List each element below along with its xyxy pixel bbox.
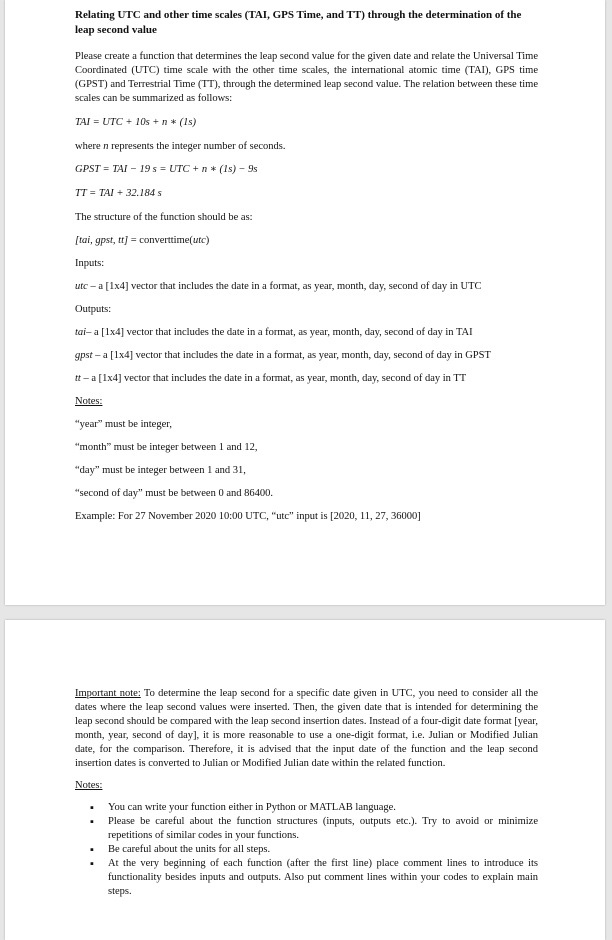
note-month: “month” must be integer between 1 and 12, <box>75 442 258 453</box>
bullet-text: Please be careful about the function structures (inputs, outputs etc.). Try to avoid or minimize repetitions of similar codes in your functions. <box>108 816 538 841</box>
bullet-icon: ▪ <box>90 816 94 828</box>
output-gpst-line <box>75 349 538 363</box>
page-2-content <box>75 687 538 899</box>
where-line <box>75 140 538 154</box>
note-year: “year” must be integer, <box>75 419 172 430</box>
intro-paragraph: Please create a function that determines the leap second value for the given date and relate the Universal Time Coordinated (UTC) time scale with the other time scales, the international atomic time (TAI), GPS time (GPST) and Terrestrial Time (TT), through the determined leap second value. The relation between these time scales can be summarized as follows: <box>75 51 538 104</box>
notes-heading-2: Notes: <box>75 780 103 791</box>
list-item <box>90 801 538 815</box>
bullet-icon: ▪ <box>90 844 94 856</box>
important-note-text: To determine the leap second for a specific date given in UTC, you need to consider all the dates where the leap second values were inserted. Then, the given date that is intended for determining the leap second should be compared with the leap second insertion dates. Instead of a four-digit date format [year, month, year, second of day], it is more reasonable to use a one-digit format, i.e. Julian or Modified Julian date, for the comparison. Therefore, it is advised that the input date of the function and the leap second insertion dates is converted to Julian or Modified Julian date within the related function. <box>75 688 538 769</box>
list-item <box>90 843 538 857</box>
page-1 <box>5 0 605 605</box>
input-utc-var: utc <box>75 281 88 292</box>
output-tt-line <box>75 372 538 386</box>
signature-outputs: [tai, gpst, tt] <box>75 235 129 246</box>
output-gpst-var: gpst <box>75 350 93 361</box>
input-utc-desc: – a [1x4] vector that includes the date in a format, as year, month, day, second of day in UTC <box>87 281 482 292</box>
page-1-content <box>75 8 538 524</box>
equation-tai: TAI = UTC + 10s + n ∗ (1s) <box>75 117 196 128</box>
list-item <box>90 857 538 899</box>
signature-close: ) <box>205 235 210 246</box>
signature-argument: utc <box>192 235 206 246</box>
equation-tt: TT = TAI + 32.184 s <box>75 188 162 199</box>
bullet-text: At the very beginning of each function (after the first line) place comment lines to introduce its functionality besides inputs and outputs. Also put comment lines within your codes to explain main steps. <box>108 858 538 897</box>
page-2 <box>5 620 605 940</box>
where-suffix: represents the integer number of seconds. <box>108 141 286 152</box>
structure-label: The structure of the function should be as: <box>75 212 253 223</box>
output-tai-desc: – a [1x4] vector that includes the date in a format, as year, month, day, second of day in TAI <box>86 327 473 338</box>
output-tt-desc: – a [1x4] vector that includes the date in a format, as year, month, day, second of day in TT <box>80 373 467 384</box>
notes-list <box>75 801 538 899</box>
signature-name: = converttime( <box>128 235 193 246</box>
where-variable: n <box>103 141 109 152</box>
output-tt-var: tt <box>75 373 81 384</box>
outputs-label: Outputs: <box>75 304 112 315</box>
output-tai-line <box>75 326 538 340</box>
bullet-icon: ▪ <box>90 858 94 870</box>
note-day: “day” must be integer between 1 and 31, <box>75 465 246 476</box>
equation-gpst: GPST = TAI − 19 s = UTC + n ∗ (1s) − 9s <box>75 164 258 175</box>
where-prefix: where <box>75 141 104 152</box>
important-note-label: Important note: <box>75 688 141 699</box>
important-note-paragraph <box>75 687 538 771</box>
input-utc-line <box>75 280 538 294</box>
output-tai-var: tai <box>75 327 87 338</box>
list-item <box>90 815 538 843</box>
notes-heading: Notes: <box>75 396 103 407</box>
function-signature <box>75 234 538 248</box>
example-line: Example: For 27 November 2020 10:00 UTC, “utc” input is [2020, 11, 27, 36000] <box>75 511 421 522</box>
note-second-of-day: “second of day” must be between 0 and 86400. <box>75 488 273 499</box>
inputs-label: Inputs: <box>75 258 105 269</box>
bullet-icon: ▪ <box>90 802 94 814</box>
document-title: Relating UTC and other time scales (TAI, GPS Time, and TT) through the determination of the leap second value <box>75 9 522 36</box>
bullet-text: Be careful about the units for all steps. <box>108 844 271 855</box>
output-gpst-desc: – a [1x4] vector that includes the date in a format, as year, month, day, second of day in GPST <box>92 350 491 361</box>
bullet-text: You can write your function either in Python or MATLAB language. <box>108 802 396 813</box>
